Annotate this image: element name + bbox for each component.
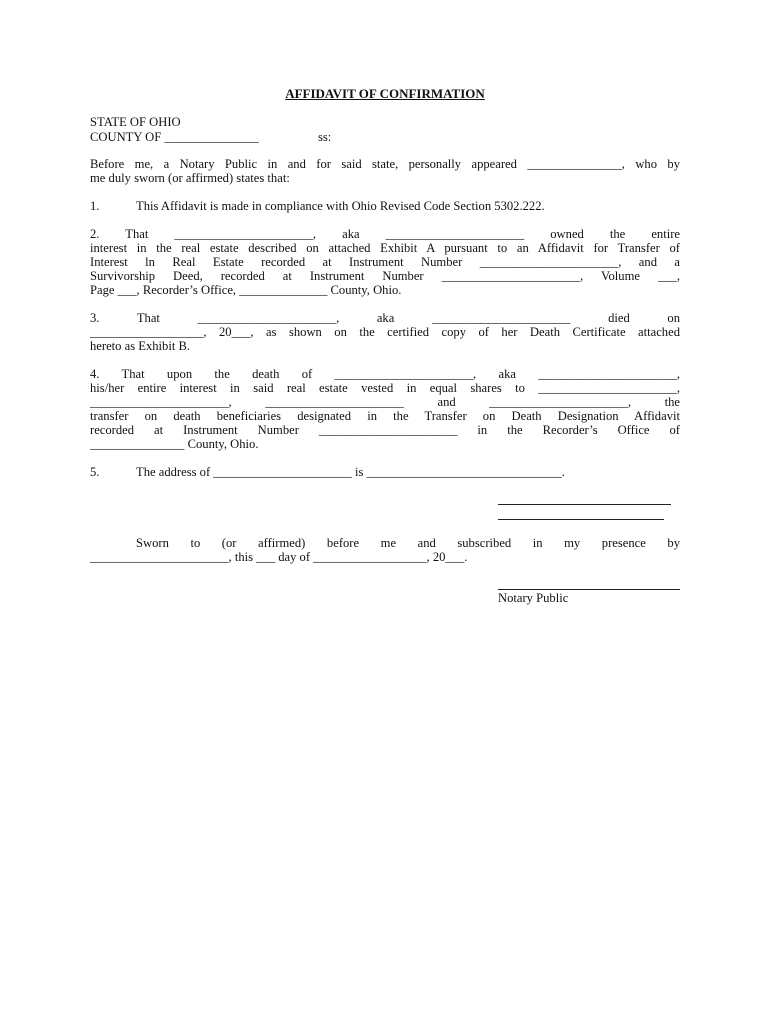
para3-line-3: hereto as Exhibit B.	[90, 339, 191, 353]
para2-line-5: Page ___, Recorder’s Office, ______________ County, Ohio.	[90, 283, 402, 297]
para1-text: This Affidavit is made in compliance with Ohio Revised Code Section 5302.222.	[136, 199, 545, 213]
para4-line-6: _______________ County, Ohio.	[90, 437, 259, 451]
ss-label: ss:	[318, 130, 332, 144]
para3-line-1: 3. That ______________________, aka ______________________ died on	[90, 311, 680, 325]
notary-signature-line	[498, 589, 680, 590]
para5-number: 5.	[90, 465, 100, 479]
para1-number: 1.	[90, 199, 100, 213]
para4-line-3: ______________________, ______________________ and ______________________, the	[90, 395, 680, 409]
para4-line-4: transfer on death beneficiaries designated in the Transfer on Death Designation Affidavit	[90, 409, 680, 423]
para2-line-4: Survivorship Deed, recorded at Instrument Number ______________________, Volume ___,	[90, 269, 680, 283]
county-line: COUNTY OF _______________	[90, 130, 259, 144]
para2-line-1: 2. That ______________________, aka ______________________ owned the entire	[90, 227, 680, 241]
para4-line-5: recorded at Instrument Number ______________________ in the Recorder’s Office of	[90, 423, 680, 437]
intro-line-1: Before me, a Notary Public in and for said state, personally appeared _______________, who by	[90, 157, 680, 171]
para3-line-2: __________________, 20___, as shown on the certified copy of her Death Certificate attached	[90, 325, 680, 339]
para2-line-3: Interest ln Real Estate recorded at Instrument Number ______________________, and a	[90, 255, 680, 269]
sworn-line-1: Sworn to (or affirmed) before me and subscribed in my presence by	[136, 536, 680, 550]
para4-line-1: 4. That upon the death of ______________________, aka ______________________,	[90, 367, 680, 381]
para4-line-2: his/her entire interest in said real estate vested in equal shares to ______________________,	[90, 381, 680, 395]
sworn-line-2: ______________________, this ___ day of __________________, 20___.	[90, 550, 468, 564]
notary-public-label: Notary Public	[498, 591, 569, 605]
state-line: STATE OF OHIO	[90, 115, 181, 129]
para2-line-2: interest in the real estate described on attached Exhibit A pursuant to an Affidavit for Transfer of	[90, 241, 680, 255]
intro-line-2: me duly sworn (or affirmed) states that:	[90, 171, 290, 185]
affiant-signature-line-1	[498, 504, 671, 505]
para5-text: The address of ______________________ is _______________________________.	[136, 465, 565, 479]
affiant-signature-line-2	[498, 519, 664, 520]
document-title: AFFIDAVIT OF CONFIRMATION	[285, 86, 485, 101]
